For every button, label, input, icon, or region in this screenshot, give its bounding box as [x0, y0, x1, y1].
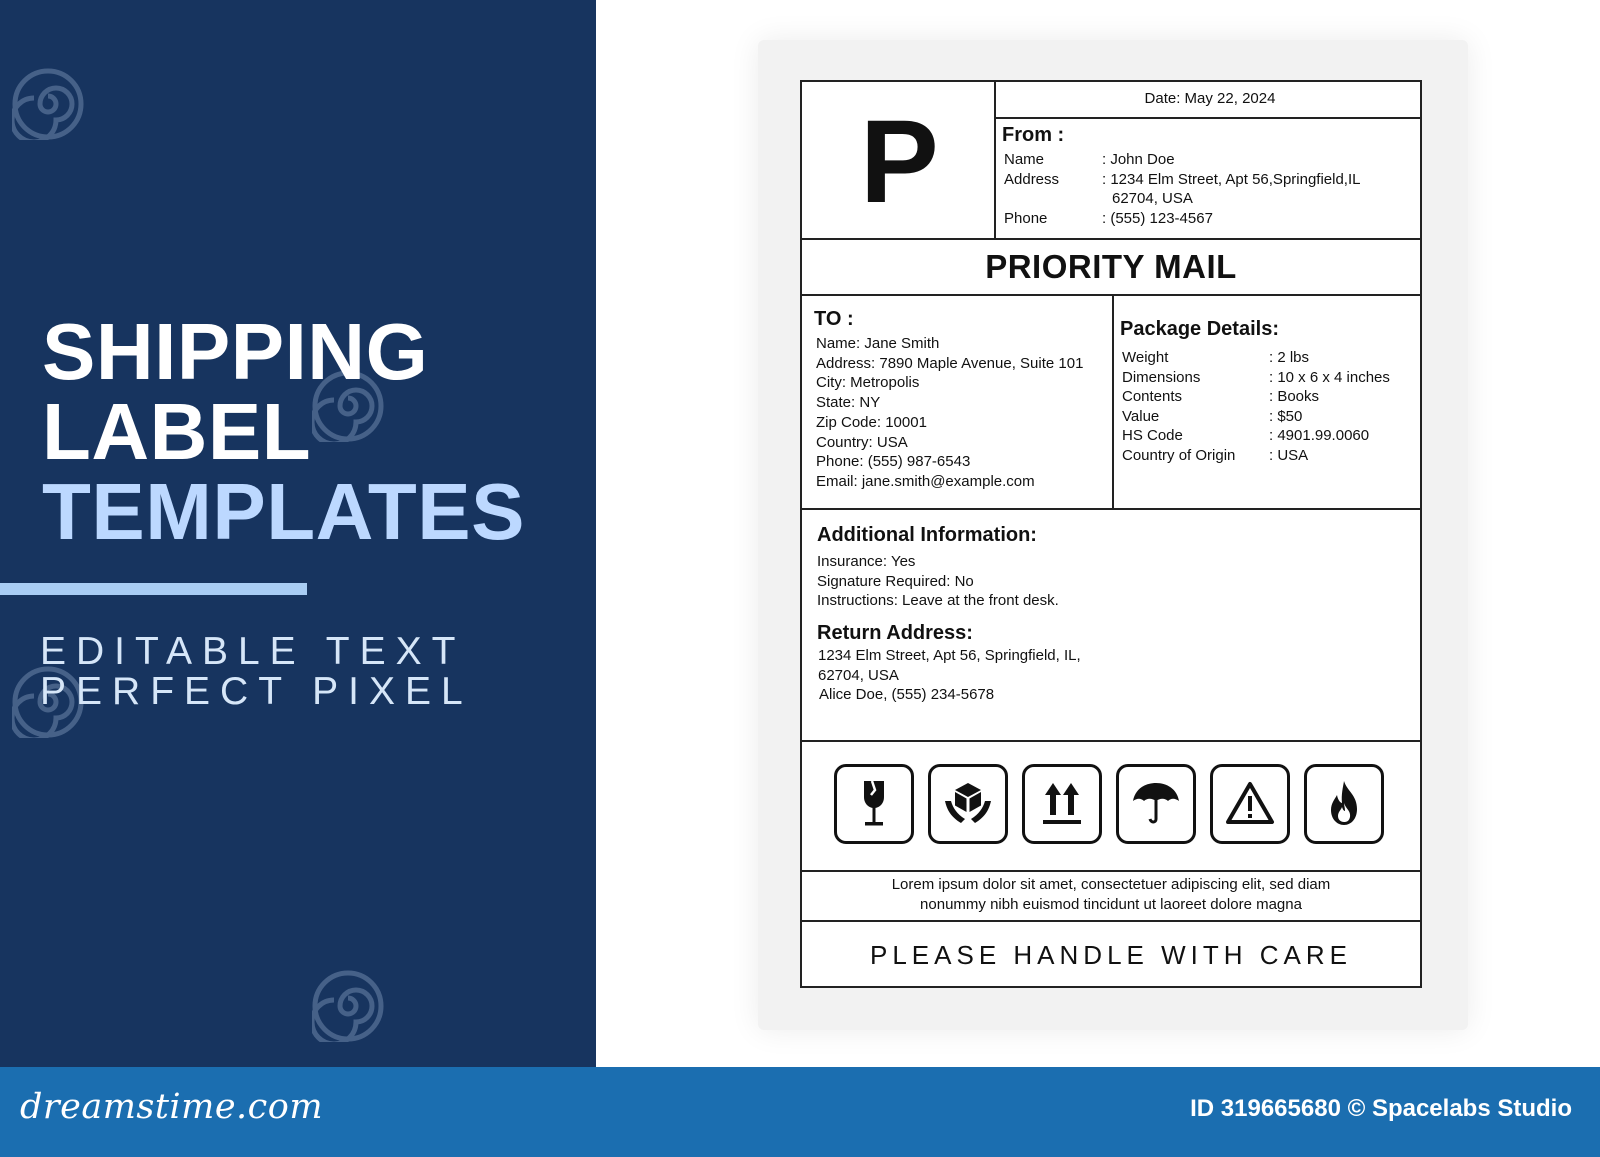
promo-panel — [0, 0, 596, 1067]
package-value: : 4901.99.0060 — [1269, 427, 1370, 444]
subtitle — [40, 632, 473, 712]
package-key: Value — [1122, 407, 1160, 425]
package-heading: Package Details: — [1120, 318, 1279, 340]
handle-with-care-icon — [928, 764, 1008, 844]
from-value: 62704, USA — [1112, 190, 1193, 207]
watermark-spiral-icon — [312, 970, 384, 1042]
divider — [994, 117, 1420, 119]
image-id-credit: ID 319665680 © Spacelabs Studio — [1190, 1095, 1572, 1122]
subtitle-line-pixel: PERFECT PIXEL — [40, 670, 473, 713]
to-line: Phone: (555) 987-6543 — [816, 453, 971, 471]
watermark-spiral-icon — [12, 68, 84, 140]
handle-with-care-text: PLEASE HANDLE WITH CARE — [870, 940, 1352, 970]
from-key: Phone — [1004, 209, 1048, 227]
divider — [802, 508, 1420, 510]
additional-line: Instructions: Leave at the front desk. — [817, 592, 1059, 610]
to-address — [816, 334, 1083, 492]
page-title — [42, 307, 526, 556]
divider — [802, 740, 1420, 742]
return-address — [818, 646, 1081, 705]
from-details — [1004, 150, 1414, 232]
package-value: : 10 x 6 x 4 inches — [1269, 368, 1390, 386]
package-key: Country of Origin — [1122, 446, 1236, 464]
return-heading: Return Address: — [817, 622, 973, 644]
return-line: 1234 Elm Street, Apt 56, Springfield, IL, — [818, 647, 1081, 664]
package-details — [1122, 348, 1420, 468]
from-key: Address — [1004, 170, 1060, 188]
lorem-line: Lorem ipsum dolor sit amet, consectetuer adipiscing elit, sed diam — [891, 876, 1331, 893]
divider — [1112, 294, 1114, 508]
footer-logo[interactable]: dreamstime.com — [20, 1087, 324, 1127]
title-line-templates: TEMPLATES — [42, 467, 526, 556]
package-value: : $50 — [1269, 407, 1303, 425]
package-key: Dimensions — [1122, 368, 1201, 386]
to-line: Zip Code: 10001 — [816, 413, 927, 431]
return-line: 62704, USA — [818, 666, 899, 684]
warning-triangle-icon — [1210, 764, 1290, 844]
divider — [802, 294, 1420, 296]
package-value: : Books — [1269, 388, 1320, 405]
from-heading: From : — [1002, 124, 1065, 146]
additional-line: Signature Required: No — [817, 572, 974, 590]
package-value: : 2 lbs — [1269, 349, 1310, 366]
label-date: Date: May 22, 2024 — [1144, 90, 1276, 107]
to-heading: TO : — [814, 308, 854, 330]
from-value: : 1234 Elm Street, Apt 56,Springfield,IL — [1102, 170, 1361, 188]
title-line-label: LABEL — [42, 387, 312, 476]
package-value: : USA — [1269, 446, 1309, 464]
from-value: : (555) 123-4567 — [1102, 209, 1213, 227]
package-key: Contents — [1122, 388, 1183, 405]
package-key: HS Code — [1122, 427, 1183, 444]
subtitle-line-editable: EDITABLE TEXT — [40, 630, 466, 673]
to-line: Email: jane.smith@example.com — [816, 472, 1035, 490]
package-key: Weight — [1122, 349, 1169, 366]
from-value: : John Doe — [1102, 151, 1175, 168]
flammable-icon — [1304, 764, 1384, 844]
lorem-text — [802, 875, 1420, 914]
return-line: Alice Doe, (555) 234-5678 — [819, 686, 995, 704]
divider — [802, 870, 1420, 872]
to-line: Country: USA — [816, 433, 908, 451]
divider — [994, 82, 996, 238]
from-key: Name — [1004, 151, 1045, 168]
title-line-shipping: SHIPPING — [42, 307, 429, 396]
accent-divider — [0, 583, 307, 595]
fragile-glass-icon — [834, 764, 914, 844]
to-line: Address: 7890 Maple Avenue, Suite 101 — [816, 354, 1084, 372]
additional-info — [817, 552, 1059, 611]
lorem-line: nonummy nibh euismod tincidunt ut laoreet dolore magna — [920, 895, 1302, 913]
additional-heading: Additional Information: — [817, 524, 1037, 546]
to-line: Name: Jane Smith — [816, 335, 940, 352]
this-way-up-icon — [1022, 764, 1102, 844]
footer-bar — [0, 1067, 1600, 1157]
to-line: State: NY — [816, 394, 881, 412]
additional-line: Insurance: Yes — [817, 553, 916, 570]
divider — [802, 238, 1420, 240]
divider — [802, 920, 1420, 922]
keep-dry-umbrella-icon — [1116, 764, 1196, 844]
to-line: City: Metropolis — [816, 374, 920, 392]
service-title: PRIORITY MAIL — [985, 248, 1237, 285]
service-letter: P — [860, 96, 939, 228]
shipping-label — [800, 80, 1422, 988]
